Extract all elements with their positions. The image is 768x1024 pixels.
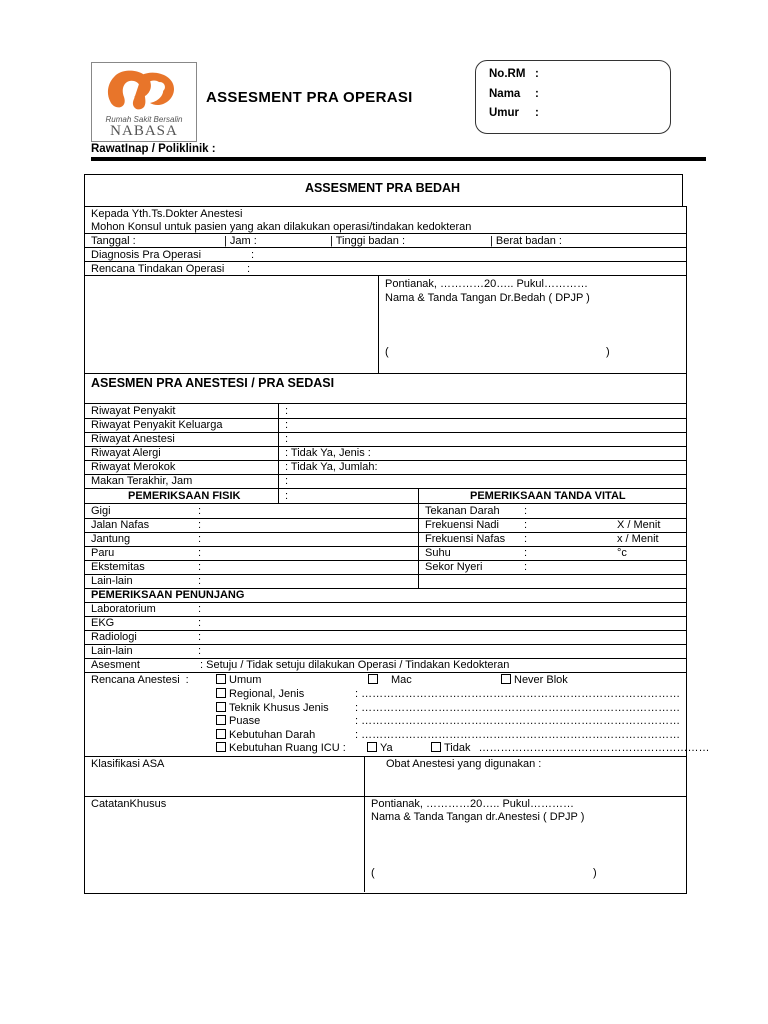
fisik-colon[interactable]: : (198, 547, 202, 559)
vital-colon[interactable]: : (524, 547, 528, 559)
history-label: Riwayat Alergi (91, 447, 161, 459)
signature-close-paren: ) (606, 346, 610, 358)
penunjang-label: Lain-lain (91, 645, 133, 657)
hospital-logo (91, 62, 197, 142)
history-label: Riwayat Anestesi (91, 433, 175, 445)
penunjang-colon[interactable]: : (198, 617, 202, 629)
penunjang-label: Radiologi (91, 631, 137, 643)
nama-field[interactable]: Nama : (489, 88, 539, 100)
signature-open-paren: ( (385, 346, 389, 358)
fisik-colon[interactable]: : (198, 561, 202, 573)
vital-label: Suhu (425, 547, 451, 559)
jam-field[interactable]: | Jam : (224, 235, 257, 247)
puase-checkbox[interactable] (216, 715, 226, 725)
kebutuhan-icu-option[interactable]: Kebutuhan Ruang ICU : (216, 741, 346, 755)
asesment-value[interactable]: : Setuju / Tidak setuju dilakukan Operasi / Tindakan Kedokteran (200, 659, 510, 671)
puase-dots[interactable]: : …………………………………………………………………………… (355, 715, 681, 727)
history-value[interactable]: : (285, 433, 289, 445)
kebutuhan-darah-option[interactable]: Kebutuhan Darah (216, 728, 315, 742)
penunjang-colon[interactable]: : (198, 645, 202, 657)
fisik-colon[interactable]: : (198, 575, 202, 587)
fisik-colon: : (285, 490, 289, 502)
kepada-text: Kepada Yth.Ts.Dokter Anestesi (91, 208, 243, 220)
vital-label: Frekuensi Nadi (425, 519, 499, 531)
icu-ya-option[interactable]: Ya (367, 741, 393, 755)
history-value[interactable]: : Tidak Ya, Jumlah: (285, 461, 378, 473)
penunjang-colon[interactable]: : (198, 631, 202, 643)
row-divider (84, 532, 686, 533)
row-divider (84, 546, 686, 547)
header-divider (91, 157, 706, 161)
fisik-label: Paru (91, 547, 115, 559)
history-label: Makan Terakhir, Jam (91, 475, 193, 487)
vital-unit: X / Menit (617, 519, 661, 531)
pra-bedah-title: ASSESMENT PRA BEDAH (304, 181, 461, 195)
main-form-border (84, 206, 687, 894)
fisik-label: Ekstemitas (91, 561, 145, 573)
pemeriksaan-fisik-header: PEMERIKSAAN FISIK (128, 490, 241, 502)
never-blok-checkbox[interactable] (501, 674, 511, 684)
history-value[interactable]: : (285, 419, 289, 431)
obat-anestesi-label[interactable]: Obat Anestesi yang digunakan : (386, 758, 542, 770)
penunjang-label: EKG (91, 617, 115, 629)
pontianak-anestesi-text[interactable]: Pontianak, …………20….. Pukul………… (371, 798, 574, 810)
page-title: ASSESMENT PRA OPERASI (206, 89, 413, 106)
umum-checkbox[interactable] (216, 674, 226, 684)
vital-label: Tekanan Darah (425, 505, 500, 517)
tanggal-field[interactable]: Tanggal : (91, 235, 136, 247)
rencana-tindakan-field[interactable]: Rencana Tindakan Operasi : (91, 263, 251, 275)
tanda-vital-header: PEMERIKSAAN TANDA VITAL (470, 490, 626, 502)
puase-option[interactable]: Puase (216, 714, 260, 728)
icu-tidak-option[interactable]: Tidak ……………………………………………………… (431, 741, 710, 755)
ttd-bedah-label: Nama & Tanda Tangan Dr.Bedah ( DPJP ) (385, 292, 590, 304)
row-divider (84, 630, 686, 631)
umur-field[interactable]: Umur : (489, 107, 539, 119)
regional-checkbox[interactable] (216, 688, 226, 698)
regional-dots[interactable]: : …………………………………………………………………………… (355, 688, 681, 700)
no-rm-field[interactable]: No.RM : (489, 68, 539, 80)
umum-option[interactable]: Umum (216, 673, 261, 687)
icu-tidak-checkbox[interactable] (431, 742, 441, 752)
icu-ya-checkbox[interactable] (367, 742, 377, 752)
fisik-colon[interactable]: : (198, 519, 202, 531)
regional-option[interactable]: Regional, Jenis (216, 687, 304, 701)
anestesi-section-title: ASESMEN PRA ANESTESI / PRA SEDASI (91, 376, 335, 390)
row-divider (84, 616, 686, 617)
vital-colon[interactable]: : (524, 561, 528, 573)
logo-mark-icon (92, 67, 196, 117)
vital-label: Sekor Nyeri (425, 561, 483, 573)
row-divider (84, 446, 686, 447)
kebutuhan-darah-dots[interactable]: : …………………………………………………………………………… (355, 729, 681, 741)
history-value[interactable]: : (285, 405, 289, 417)
history-value[interactable]: : Tidak Ya, Jenis : (285, 447, 371, 459)
ttd-anestesi-label: Nama & Tanda Tangan dr.Anestesi ( DPJP ) (371, 811, 585, 823)
mohon-text: Mohon Konsul untuk pasien yang akan dilakukan operasi/tindakan kedokteran (91, 221, 472, 233)
history-label: Riwayat Merokok (91, 461, 176, 473)
mac-checkbox[interactable] (368, 674, 378, 684)
fisik-label: Jalan Nafas (91, 519, 150, 531)
signature-close-paren: ) (593, 867, 597, 879)
tinggi-badan-field[interactable]: | Tinggi badan : (330, 235, 406, 247)
fisik-colon[interactable]: : (198, 505, 202, 517)
penunjang-label: Laboratorium (91, 603, 156, 615)
asesment-label: Asesment (91, 659, 140, 671)
rawat-inap-label[interactable]: RawatInap / Poliklinik : (91, 143, 216, 155)
signature-open-paren: ( (371, 867, 375, 879)
vital-label: Frekuensi Nafas (425, 533, 506, 545)
logo-name: NABASA (110, 123, 178, 139)
penunjang-header: PEMERIKSAAN PENUNJANG (91, 589, 245, 601)
vital-colon[interactable]: : (524, 505, 528, 517)
diagnosis-field[interactable]: Diagnosis Pra Operasi : (91, 249, 255, 261)
mac-option[interactable]: Mac (368, 673, 412, 687)
fisik-label: Gigi (91, 505, 111, 517)
catatan-khusus-label[interactable]: CatatanKhusus (91, 798, 167, 810)
pontianak-bedah-text[interactable]: Pontianak, …………20….. Pukul………… (385, 278, 588, 290)
vital-colon[interactable]: : (524, 519, 528, 531)
icu-checkbox[interactable] (216, 742, 226, 752)
row-divider (84, 644, 686, 645)
fisik-colon[interactable]: : (198, 533, 202, 545)
history-label: Riwayat Penyakit (91, 405, 176, 417)
logo-subtitle: Rumah Sakit Bersalin (105, 115, 183, 124)
penunjang-colon[interactable]: : (198, 603, 202, 615)
teknik-checkbox[interactable] (216, 702, 226, 712)
vital-colon[interactable]: : (524, 533, 528, 545)
row-divider (84, 574, 686, 575)
klasifikasi-asa-label[interactable]: Klasifikasi ASA (91, 758, 165, 770)
fisik-label: Lain-lain (91, 575, 133, 587)
row-divider (84, 518, 686, 519)
vital-unit: °c (617, 547, 627, 559)
history-label: Riwayat Penyakit Keluarga (91, 419, 223, 431)
teknik-option[interactable]: Teknik Khusus Jenis (216, 701, 329, 715)
patient-id-box (475, 60, 671, 134)
fisik-label: Jantung (91, 533, 131, 545)
teknik-dots[interactable]: : …………………………………………………………………………… (355, 702, 681, 714)
vital-unit: x / Menit (617, 533, 659, 545)
row-divider (84, 560, 686, 561)
never-blok-option[interactable]: Never Blok (501, 673, 568, 687)
kebutuhan-darah-checkbox[interactable] (216, 729, 226, 739)
rencana-anestesi-label: Rencana Anestesi : (91, 674, 189, 686)
history-value[interactable]: : (285, 475, 289, 487)
berat-badan-field[interactable]: | Berat badan : (490, 235, 562, 247)
